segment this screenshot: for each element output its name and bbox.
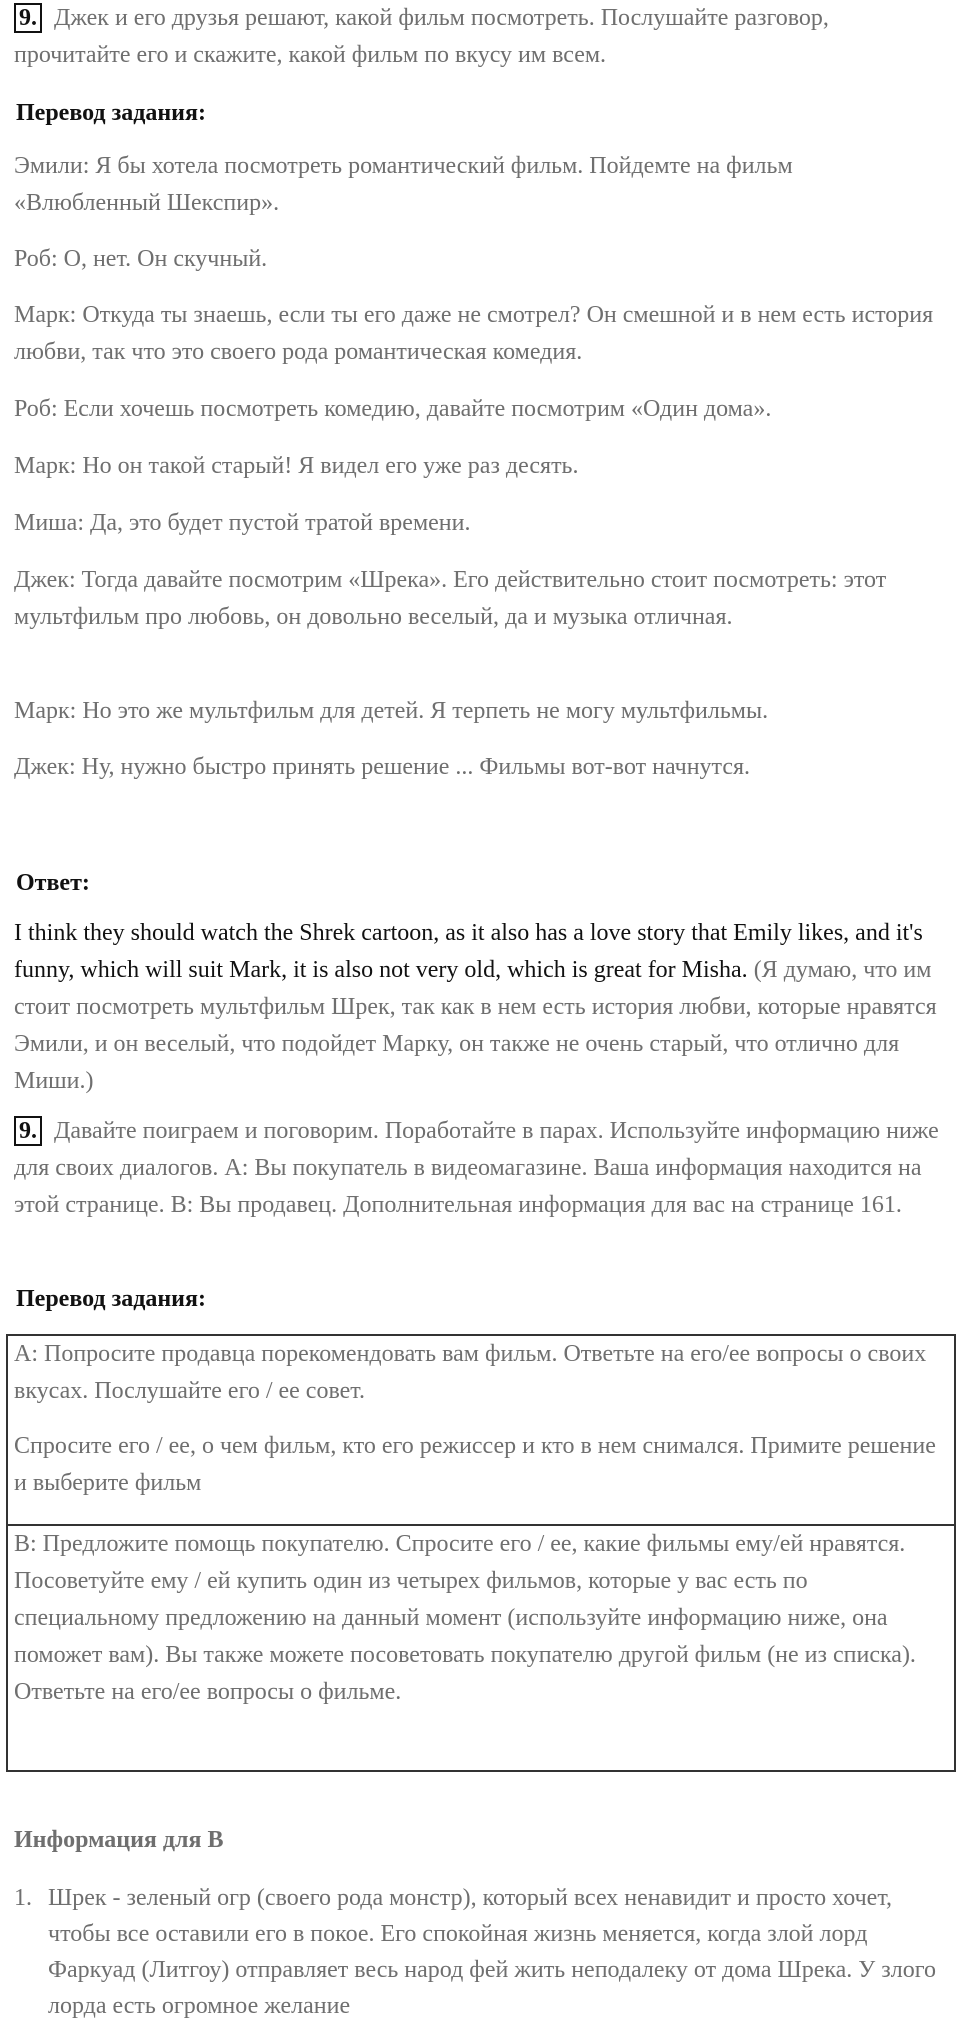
dialogue-line: Эмили: Я бы хотела посмотреть романтический фильм. Пойдемте на фильм «Влюбленный Шекспир». <box>14 153 793 216</box>
dialogue-line: Джек: Тогда давайте посмотрим «Шрека». Его действительно стоит посмотреть: этот мультфильм про любовь, он довольно веселый, да и музыка отличная. <box>14 567 887 630</box>
dialogue-line: Роб: Если хочешь посмотреть комедию, давайте посмотрим «Один дома». <box>14 396 772 422</box>
list-item <box>14 1880 944 2024</box>
role-b-text: В: Предложите помощь покупателю. Спросите его / ее, какие фильмы ему/ей нравятся. Посоветуйте ему / ей купить один из четырех фильмов, которые у вас есть по специальному предложению на данный момент (используйте информацию ниже, она поможет вам). Вы также можете посоветовать покупателю другой фильм (не из списка). Ответьте на его/ее вопросы о фильме. <box>14 1531 916 1705</box>
translation-heading: Перевод задания: <box>16 1286 206 1312</box>
answer-text <box>14 915 944 1100</box>
list-item-text: Шрек - зеленый огр (своего рода монстр), который всех ненавидит и просто хочет, чтобы все оставили его в покое. Его спокойная жизнь меняется, когда злой лорд Фаркуад (Литгоу) отправляет весь народ фей жить неподалеку от дома Шрека. У злого лорда есть огромное желание <box>48 1885 936 2019</box>
info-list <box>14 1880 944 2024</box>
list-item-number: 1. <box>14 1885 32 1911</box>
task-1-text: Джек и его друзья решают, какой фильм посмотреть. Послушайте разговор, прочитайте его и скажите, какой фильм по вкусу им всем. <box>14 5 829 68</box>
info-heading: Информация для В <box>14 1827 224 1853</box>
role-a-cell <box>8 1336 954 1526</box>
answer-english: I think they should watch the Shrek cartoon, as it also has a love story that Emily likes, and it's funny, which will suit Mark, it is also not very old, which is great for Misha. <box>14 920 923 983</box>
exercise-number-box: 9. <box>14 1116 42 1146</box>
dialogue-line: Джек: Ну, нужно быстро принять решение ... Фильмы вот-вот начнутся. <box>14 754 751 780</box>
exercise-number-box: 9. <box>14 3 42 33</box>
translation-heading: Перевод задания: <box>16 100 206 126</box>
dialogue-line: Миша: Да, это будет пустой тратой времени. <box>14 510 471 536</box>
dialogue-line: Роб: О, нет. Он скучный. <box>14 246 268 272</box>
answer-russian: (Я думаю, что им стоит посмотреть мультфильм Шрек, так как в нем есть история любви, которые нравятся Эмили, и он веселый, что подойдет Марку, он также не очень старый, что отлично для Миши.) <box>14 957 937 1094</box>
dialogue-line: Марк: Но это же мультфильм для детей. Я терпеть не могу мультфильмы. <box>14 698 769 724</box>
roles-table <box>6 1334 956 1772</box>
dialogue-line: Марк: Но он такой старый! Я видел его уже раз десять. <box>14 453 579 479</box>
role-a-text: А: Попросите продавца порекомендовать вам фильм. Ответьте на его/ее вопросы о своих вкусах. Послушайте его / ее совет. <box>14 1341 927 1404</box>
answer-heading: Ответ: <box>16 870 90 896</box>
role-b-cell <box>8 1526 954 1770</box>
role-a-text: Спросите его / ее, о чем фильм, кто его режиссер и кто в нем снимался. Примите решение и выберите фильм <box>14 1433 936 1496</box>
task-2-text: Давайте поиграем и поговорим. Поработайте в парах. Используйте информацию ниже для своих диалогов. А: Вы покупатель в видеомагазине. Ваша информация находится на этой странице. В: Вы продавец. Дополнительная информация для вас на странице 161. <box>14 1118 939 1218</box>
task-1-instruction <box>14 0 944 74</box>
dialogue-line: Марк: Откуда ты знаешь, если ты его даже не смотрел? Он смешной и в нем есть история любви, так что это своего рода романтическая комедия. <box>14 302 934 365</box>
task-2-instruction <box>14 1113 944 1224</box>
